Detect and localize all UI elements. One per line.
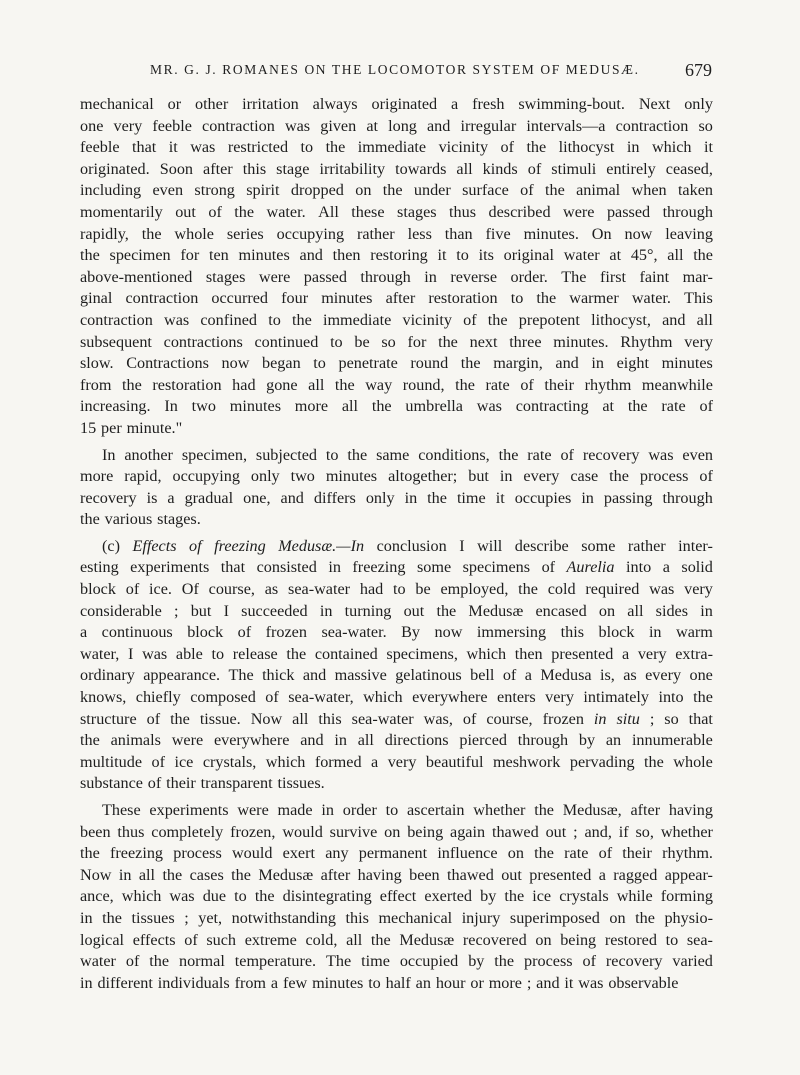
text-line: the animals were everywhere and in all directions pierced through by an innumerable bbox=[80, 731, 713, 750]
text-line: contraction was confined to the immediate vicinity of the prepotent lithocyst, and all bbox=[80, 310, 713, 329]
text-line: including even strong spirit dropped on the under surface of the animal when taken bbox=[80, 181, 713, 200]
text-line: the freezing process would exert any permanent influence on the rate of their rhythm. bbox=[80, 844, 713, 863]
text-line: in the tissues ; yet, notwithstanding this mechanical injury superimposed on the physio- bbox=[80, 908, 713, 927]
text-line: considerable ; but I succeeded in turning out the Medusæ encased on all sides in bbox=[80, 601, 713, 620]
text-line: ordinary appearance. The thick and massive gelatinous bell of a Medusa is, as every one bbox=[80, 666, 713, 685]
text-line: mechanical or other irritation always originated a fresh swimming-bout. Next only bbox=[80, 95, 713, 113]
text-line: feeble that it was restricted to the immediate vicinity of the lithocyst in which it bbox=[80, 138, 713, 157]
text-line: In another specimen, subjected to the same conditions, the rate of recovery was even bbox=[102, 445, 713, 464]
text-line: 15 per minute." bbox=[80, 418, 183, 437]
text-line: recovery is a gradual one, and differs only in the time it occupies in passing through bbox=[80, 488, 713, 507]
text-line: structure of the tissue. Now all this sea-water was, of course, frozen in situ ; so that bbox=[80, 709, 713, 728]
text-line: ance, which was due to the disintegrating effect exerted by the ice crystals while forming bbox=[80, 887, 713, 906]
text-line: been thus completely frozen, would survive on being again thawed out ; and, if so, whether bbox=[80, 822, 713, 841]
text-line: substance of their transparent tissues. bbox=[80, 774, 325, 793]
paragraph bbox=[80, 445, 713, 531]
text-line: from the restoration had gone all the way round, the rate of their rhythm meanwhile bbox=[80, 375, 713, 394]
text-line: multitude of ice crystals, which formed a very beautiful meshwork pervading the whole bbox=[80, 752, 713, 771]
page-header bbox=[80, 60, 712, 86]
text-line: These experiments were made in order to ascertain whether the Medusæ, after having bbox=[102, 801, 713, 819]
text-line: momentarily out of the water. All these stages thus described were passed through bbox=[80, 202, 713, 221]
text-line: Now in all the cases the Medusæ after having been thawed out presented a ragged appear- bbox=[80, 865, 713, 884]
text-line: water of the normal temperature. The time occupied by the process of recovery varied bbox=[80, 952, 713, 971]
text-line: originated. Soon after this stage irritability towards all kinds of stimuli entirely ceased, bbox=[80, 159, 713, 178]
text-line: the various stages. bbox=[80, 510, 201, 529]
text-line: water, I was able to release the contained specimens, which then presented a very extra- bbox=[80, 644, 713, 663]
text-line: the specimen for ten minutes and then restoring it to its original water at 45°, all the bbox=[80, 246, 713, 265]
page-number: 679 bbox=[685, 60, 712, 80]
text-line: esting experiments that consisted in freezing some specimens of Aurelia into a solid bbox=[80, 558, 713, 577]
text-line: increasing. In two minutes more all the umbrella was contracting at the rate of bbox=[80, 397, 713, 416]
text-line: subsequent contractions continued to be so for the next three minutes. Rhythm very bbox=[80, 332, 713, 351]
paragraph bbox=[80, 536, 713, 795]
text-line: ginal contraction occurred four minutes after restoration to the warmer water. This bbox=[80, 289, 713, 308]
text-line: slow. Contractions now began to penetrate round the margin, and in eight minutes bbox=[80, 354, 713, 373]
text-line: rapidly, the whole series occupying rather less than five minutes. On now leaving bbox=[80, 224, 713, 243]
text-line: a continuous block of frozen sea-water. By now immersing this block in warm bbox=[80, 623, 713, 642]
text-line: (c) Effects of freezing Medusæ.—In conclusion I will describe some rather inter- bbox=[102, 536, 713, 555]
paragraph bbox=[80, 94, 713, 440]
text-line: knows, chiefly composed of sea-water, which everywhere enters very intimately into the bbox=[80, 688, 713, 707]
text-line: one very feeble contraction was given at long and irregular intervals—a contraction so bbox=[80, 116, 713, 135]
text-line: in different individuals from a few minutes to half an hour or more ; and it was observable bbox=[80, 973, 679, 992]
paragraph bbox=[80, 800, 713, 994]
text-line: more rapid, occupying only two minutes altogether; but in every case the process of bbox=[80, 467, 713, 486]
running-head: MR. G. J. ROMANES ON THE LOCOMOTOR SYSTEM OF MEDUSÆ. bbox=[150, 62, 640, 77]
text-line: block of ice. Of course, as sea-water had to be employed, the cold required was very bbox=[80, 580, 713, 599]
text-line: above-mentioned stages were passed through in reverse order. The first faint mar- bbox=[80, 267, 713, 286]
text-line: logical effects of such extreme cold, all the Medusæ recovered on being restored to sea- bbox=[80, 930, 713, 949]
body-text bbox=[80, 94, 713, 994]
